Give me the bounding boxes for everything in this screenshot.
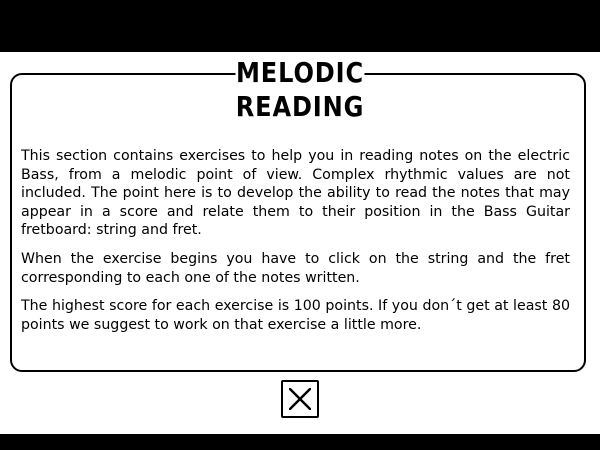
close-x-icon <box>289 388 311 410</box>
description-paragraph: When the exercise begins you have to click on the string and the fret corresponding to each one of the notes written. <box>21 250 570 286</box>
top-black-bar <box>0 0 600 52</box>
description-text <box>21 147 570 344</box>
bottom-black-bar <box>0 434 600 450</box>
title-line-2: READING <box>235 90 365 123</box>
dialog-title <box>236 56 365 124</box>
title-line-1: MELODIC <box>235 56 365 89</box>
close-button[interactable] <box>281 380 319 418</box>
description-paragraph: This section contains exercises to help you in reading notes on the electric Bass, from a melodic point of view. Complex rhythmic values are not included. The point here is to develop the ability to read the notes that may appear in a score and relate them to their position in the Bass Guitar fretboard: string and fret. <box>21 148 570 239</box>
description-paragraph: The highest score for each exercise is 100 points. If you don´t get at least 80 points we suggest to work on that exercise a little more. <box>21 298 570 333</box>
